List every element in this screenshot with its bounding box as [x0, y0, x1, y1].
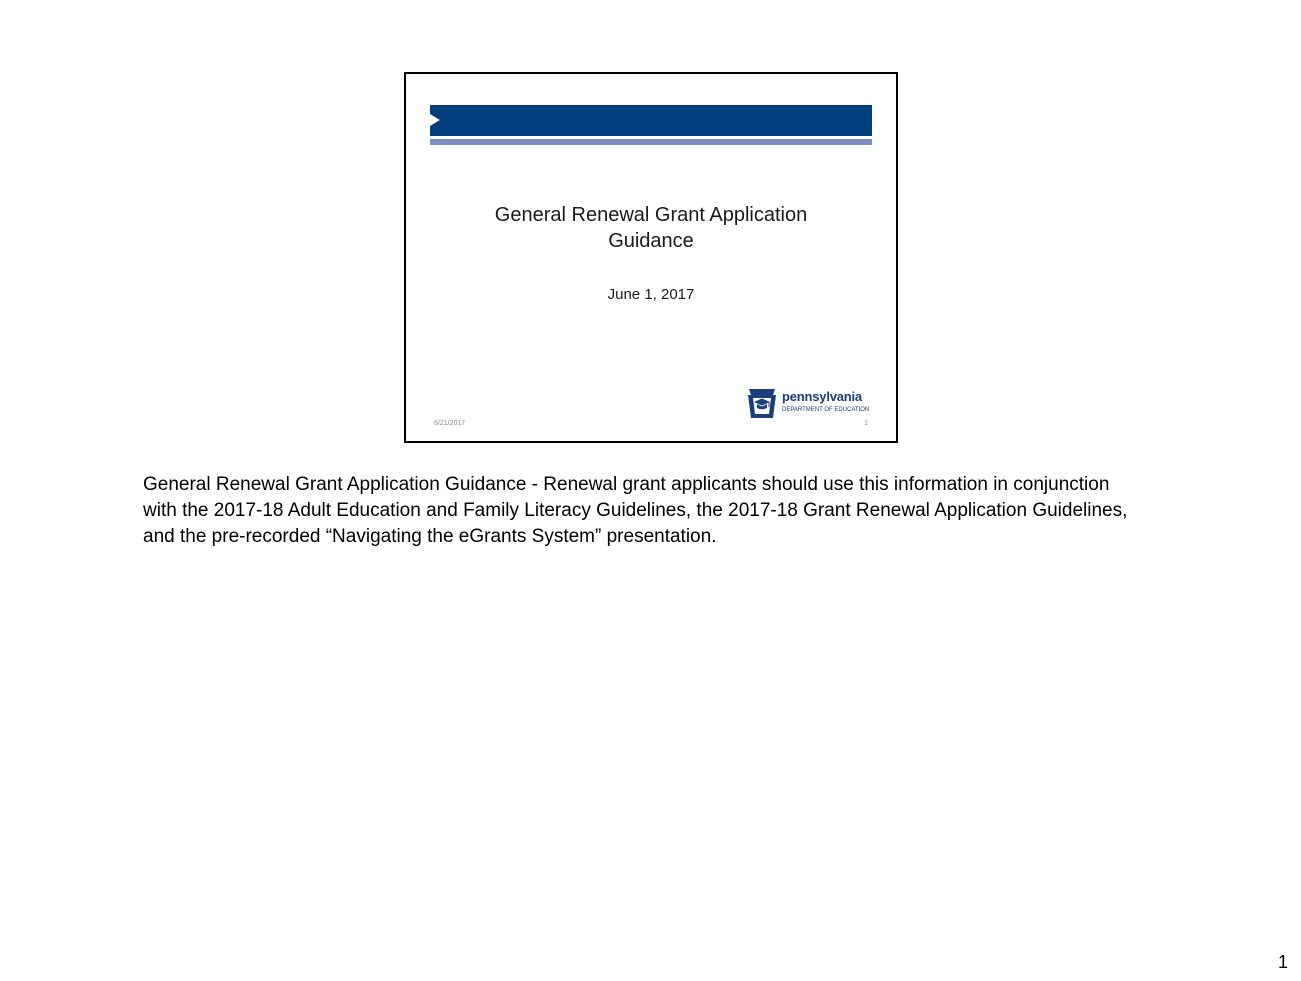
- logo-wordmark: pennsylvania: [782, 389, 862, 404]
- page-number: 1: [1277, 952, 1288, 972]
- logo-subtitle: DEPARTMENT OF EDUCATION: [782, 407, 870, 413]
- notes-line-3: and the pre-recorded “Navigating the eGrants System” presentation.: [143, 526, 717, 547]
- slide-footer-page-number: 1: [864, 420, 868, 427]
- slide-title-line-1: General Renewal Grant Application: [494, 204, 808, 226]
- slide-title: [406, 202, 896, 254]
- slide-footer-date: 6/21/2017: [434, 420, 466, 427]
- notes-line-2: with the 2017-18 Adult Education and Family Literacy Guidelines, the 2017-18 Grant Renewal Application Guidelines,: [143, 500, 1128, 521]
- slide-thumbnail: [404, 72, 898, 443]
- slide-date: June 1, 2017: [607, 286, 695, 303]
- pennsylvania-department-of-education-logo: [746, 387, 876, 421]
- speaker-notes: [143, 472, 1173, 550]
- keystone-mortarboard-icon: [746, 387, 778, 420]
- slide-header-banner: [430, 105, 872, 136]
- banner-arrow-notch: [430, 114, 440, 126]
- slide-header-stripe: [430, 139, 872, 145]
- slide-title-line-2: Guidance: [608, 230, 694, 252]
- notes-line-1: General Renewal Grant Application Guidance - Renewal grant applicants should use this information in conjunction: [143, 474, 1110, 495]
